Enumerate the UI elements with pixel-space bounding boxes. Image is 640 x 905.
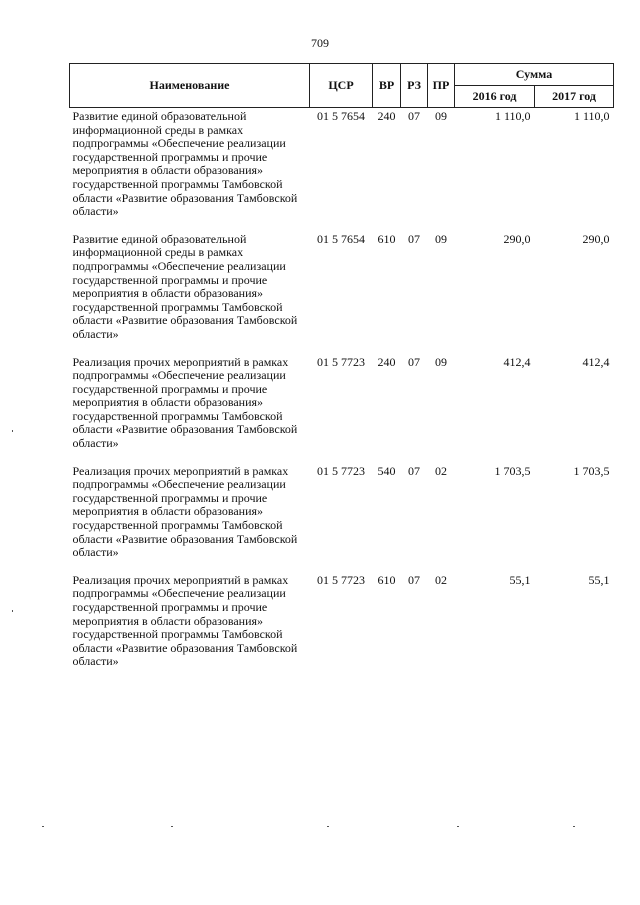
row-pr: 09	[435, 354, 447, 369]
row-sum-2016: 290,0	[503, 231, 531, 246]
row-name: Развитие единой образовательной информационной среды в рамках подпрограммы «Обеспечение реализации государственной программы и прочие мероприятия в области образования» государственной программы Тамбовской области «Развитие образования Тамбовской области»	[72, 231, 298, 341]
row-sum-2017: 55,1	[588, 572, 610, 587]
row-rz: 07	[408, 354, 420, 369]
row-name: Реализация прочих мероприятий в рамках подпрограммы «Обеспечение реализации государственной программы и прочие мероприятия в области образования» государственной программы Тамбовской области «Развитие образования Тамбовской области»	[72, 572, 298, 669]
row-rz: 07	[408, 231, 420, 246]
scan-speck	[327, 826, 329, 827]
row-name: Развитие единой образовательной информационной среды в рамках подпрограммы «Обеспечение реализации государственной программы и прочие мероприятия в области образования» государственной программы Тамбовской области «Развитие образования Тамбовской области»	[72, 109, 298, 219]
row-rz: 07	[408, 463, 420, 478]
table-body	[70, 108, 614, 669]
row-name: Реализация прочих мероприятий в рамках подпрограммы «Обеспечение реализации государственной программы и прочие мероприятия в области образования» государственной программы Тамбовской области «Развитие образования Тамбовской области»	[72, 354, 298, 451]
table-row	[70, 356, 614, 465]
header-year-2017: 2017 год	[535, 86, 614, 108]
row-sum-2017: 1 110,0	[573, 109, 610, 123]
row-sum-2017: 412,4	[582, 354, 610, 369]
row-csr: 01 5 7723	[317, 354, 365, 369]
scan-speck	[573, 826, 575, 827]
row-rz: 07	[408, 572, 420, 587]
budget-table	[69, 63, 614, 669]
row-sum-2017: 290,0	[582, 231, 610, 246]
table-row	[70, 108, 614, 233]
table-row	[70, 574, 614, 669]
table-row	[70, 465, 614, 574]
row-rz: 07	[408, 109, 420, 123]
scan-speck	[12, 610, 13, 612]
row-csr: 01 5 7654	[317, 231, 365, 246]
row-csr: 01 5 7654	[317, 109, 365, 123]
row-vr: 610	[377, 572, 396, 587]
row-vr: 240	[377, 354, 396, 369]
page-number: 709	[311, 36, 329, 50]
row-sum-2016: 412,4	[503, 354, 531, 369]
row-name: Реализация прочих мероприятий в рамках подпрограммы «Обеспечение реализации государственной программы и прочие мероприятия в области образования» государственной программы Тамбовской области «Развитие образования Тамбовской области»	[72, 463, 298, 560]
row-pr: 02	[435, 572, 447, 587]
scan-speck	[457, 826, 459, 827]
row-sum-2016: 1 703,5	[494, 463, 531, 478]
header-year-2016: 2016 год	[455, 86, 535, 108]
row-vr: 240	[377, 109, 396, 123]
header-sum: Сумма	[455, 64, 614, 86]
row-vr: 540	[377, 463, 396, 478]
scan-speck	[171, 826, 173, 827]
table-row	[70, 233, 614, 356]
header-rz: РЗ	[401, 64, 428, 108]
table-header	[70, 64, 614, 108]
row-sum-2016: 1 110,0	[494, 109, 531, 123]
header-name: Наименование	[70, 64, 310, 108]
row-csr: 01 5 7723	[317, 572, 365, 587]
row-csr: 01 5 7723	[317, 463, 365, 478]
scan-speck	[12, 430, 13, 432]
row-pr: 02	[435, 463, 447, 478]
scan-speck	[42, 826, 44, 827]
row-pr: 09	[435, 109, 447, 123]
row-pr: 09	[435, 231, 447, 246]
row-vr: 610	[377, 231, 396, 246]
row-sum-2016: 55,1	[509, 572, 531, 587]
header-vr: ВР	[373, 64, 401, 108]
row-sum-2017: 1 703,5	[573, 463, 610, 478]
header-csr: ЦСР	[310, 64, 373, 108]
header-pr: ПР	[428, 64, 455, 108]
